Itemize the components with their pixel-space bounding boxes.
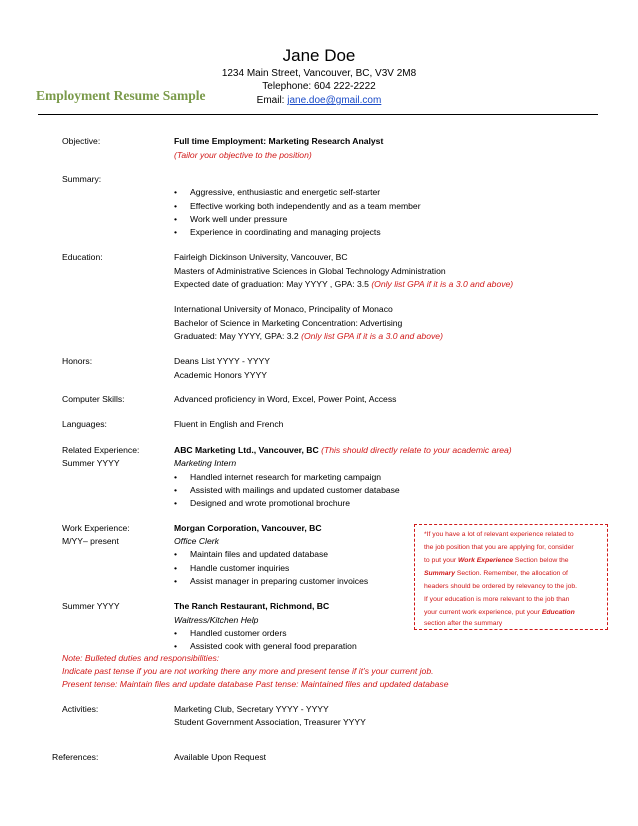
summary-item: • Experience in coordinating and managing projects [174, 227, 381, 237]
telephone: Telephone: 604 222-2222 [262, 81, 376, 92]
bullet-icon: • [174, 187, 178, 197]
related-item: • Handled internet research for marketing campaign [174, 472, 382, 482]
work-role-1: Office Clerk [174, 536, 219, 546]
related-item: • Assisted with mailings and updated customer database [174, 485, 400, 495]
bullet-icon: • [174, 628, 178, 638]
note-line-3: Present tense: Maintain files and update database Past tense: Maintained files and updated database [62, 679, 449, 689]
related-item: • Designed and wrote promotional brochure [174, 498, 351, 508]
address: 1234 Main Street, Vancouver, BC, V3V 2M8 [221, 68, 417, 79]
work-item: • Assisted cook with general food preparation [174, 641, 357, 651]
honors-line-2: Academic Honors YYYY [174, 370, 267, 380]
work-item: • Handled customer orders [174, 628, 287, 638]
bullet-icon: • [174, 227, 178, 237]
header-divider [38, 114, 598, 115]
applicant-name: Jane Doe [282, 46, 356, 65]
activities-line-2: Student Government Association, Treasurer YYYY [174, 717, 366, 727]
objective-title: Full time Employment: Marketing Research Analyst [174, 136, 384, 146]
computer-skills-label: Computer Skills: [62, 394, 125, 404]
education-label: Education: [62, 252, 103, 262]
work-company-1: Morgan Corporation, Vancouver, BC [174, 523, 322, 533]
education-graduation-1: Expected date of graduation: May YYYY , GPA: 3.5 (Only list GPA if it is a 3.0 and above) [174, 279, 514, 289]
note-line-2: Indicate past tense if you are not working there any more and present tense if it’s your current job. [62, 666, 434, 676]
references-value: Available Upon Request [174, 752, 267, 762]
tip-line: your current work experience, put your Education [424, 609, 575, 616]
email-label: Email: [256, 95, 288, 106]
related-role: Marketing Intern [174, 458, 237, 468]
education-school-1: Fairleigh Dickinson University, Vancouver, BC [174, 252, 348, 262]
education-degree-1: Masters of Administrative Sciences in Global Technology Administration [174, 266, 446, 276]
related-experience-label: Related Experience: [62, 445, 140, 455]
work-item: • Assist manager in preparing customer invoices [174, 576, 369, 586]
references-label: References: [52, 752, 99, 762]
work-experience-period-2: Summer YYYY [62, 601, 120, 611]
tip-line: *If you have a lot of relevant experience related to [424, 531, 574, 538]
languages-label: Languages: [62, 419, 107, 429]
bullet-icon: • [174, 201, 178, 211]
education-graduation-2: Graduated: May YYYY, GPA: 3.2 (Only list GPA if it is a 3.0 and above) [174, 331, 443, 341]
work-role-2: Waitress/Kitchen Help [174, 615, 259, 625]
tip-line: to put your Work Experience Section below the [424, 557, 569, 564]
tip-line: Summary Section. Remember, the allocation of [424, 570, 568, 577]
summary-item: • Aggressive, enthusiastic and energetic self-starter [174, 187, 381, 197]
work-item: • Maintain files and updated database [174, 549, 329, 559]
work-experience-label: Work Experience: [62, 523, 130, 533]
education-school-2: International University of Monaco, Principality of Monaco [174, 304, 393, 314]
related-company: ABC Marketing Ltd., Vancouver, BC (This should directly relate to your academic area) [174, 445, 512, 455]
education-degree-2: Bachelor of Science in Marketing Concentration: Advertising [174, 318, 403, 328]
bullet-icon: • [174, 214, 178, 224]
objective-label: Objective: [62, 136, 101, 146]
tip-line: section after the summary [424, 620, 503, 627]
activities-line-1: Marketing Club, Secretary YYYY - YYYY [174, 704, 329, 714]
summary-item: • Work well under pressure [174, 214, 288, 224]
bullet-icon: • [174, 563, 178, 573]
related-experience-period: Summer YYYY [62, 458, 120, 468]
activities-label: Activities: [62, 704, 99, 714]
tip-line: If your education is more relevant to the job than [424, 596, 570, 603]
bullet-icon: • [174, 485, 178, 495]
languages-value: Fluent in English and French [174, 419, 284, 429]
sample-title: Employment Resume Sample [36, 88, 206, 103]
summary-label: Summary: [62, 174, 102, 184]
bullet-icon: • [174, 549, 178, 559]
bullet-icon: • [174, 472, 178, 482]
work-item: • Handle customer inquiries [174, 563, 290, 573]
bullet-icon: • [174, 498, 178, 508]
tip-line: headers should be ordered by relevancy to the job. [424, 583, 578, 590]
email-link[interactable]: jane.doe@gmail.com [287, 95, 382, 106]
work-experience-period: M/YY– present [62, 536, 119, 546]
tip-line: the job position that you are applying for, consider [424, 544, 574, 551]
bullet-icon: • [174, 641, 178, 651]
note-line-1: Note: Bulleted duties and responsibilities: [62, 653, 220, 663]
summary-item: • Effective working both independently and as a team member [174, 201, 421, 211]
honors-label: Honors: [62, 356, 93, 366]
objective-note: (Tailor your objective to the position) [174, 150, 312, 160]
bullet-icon: • [174, 576, 178, 586]
work-company-2: The Ranch Restaurant, Richmond, BC [174, 601, 330, 611]
honors-line-1: Deans List YYYY - YYYY [174, 356, 271, 366]
computer-skills-value: Advanced proficiency in Word, Excel, Power Point, Access [174, 394, 397, 404]
